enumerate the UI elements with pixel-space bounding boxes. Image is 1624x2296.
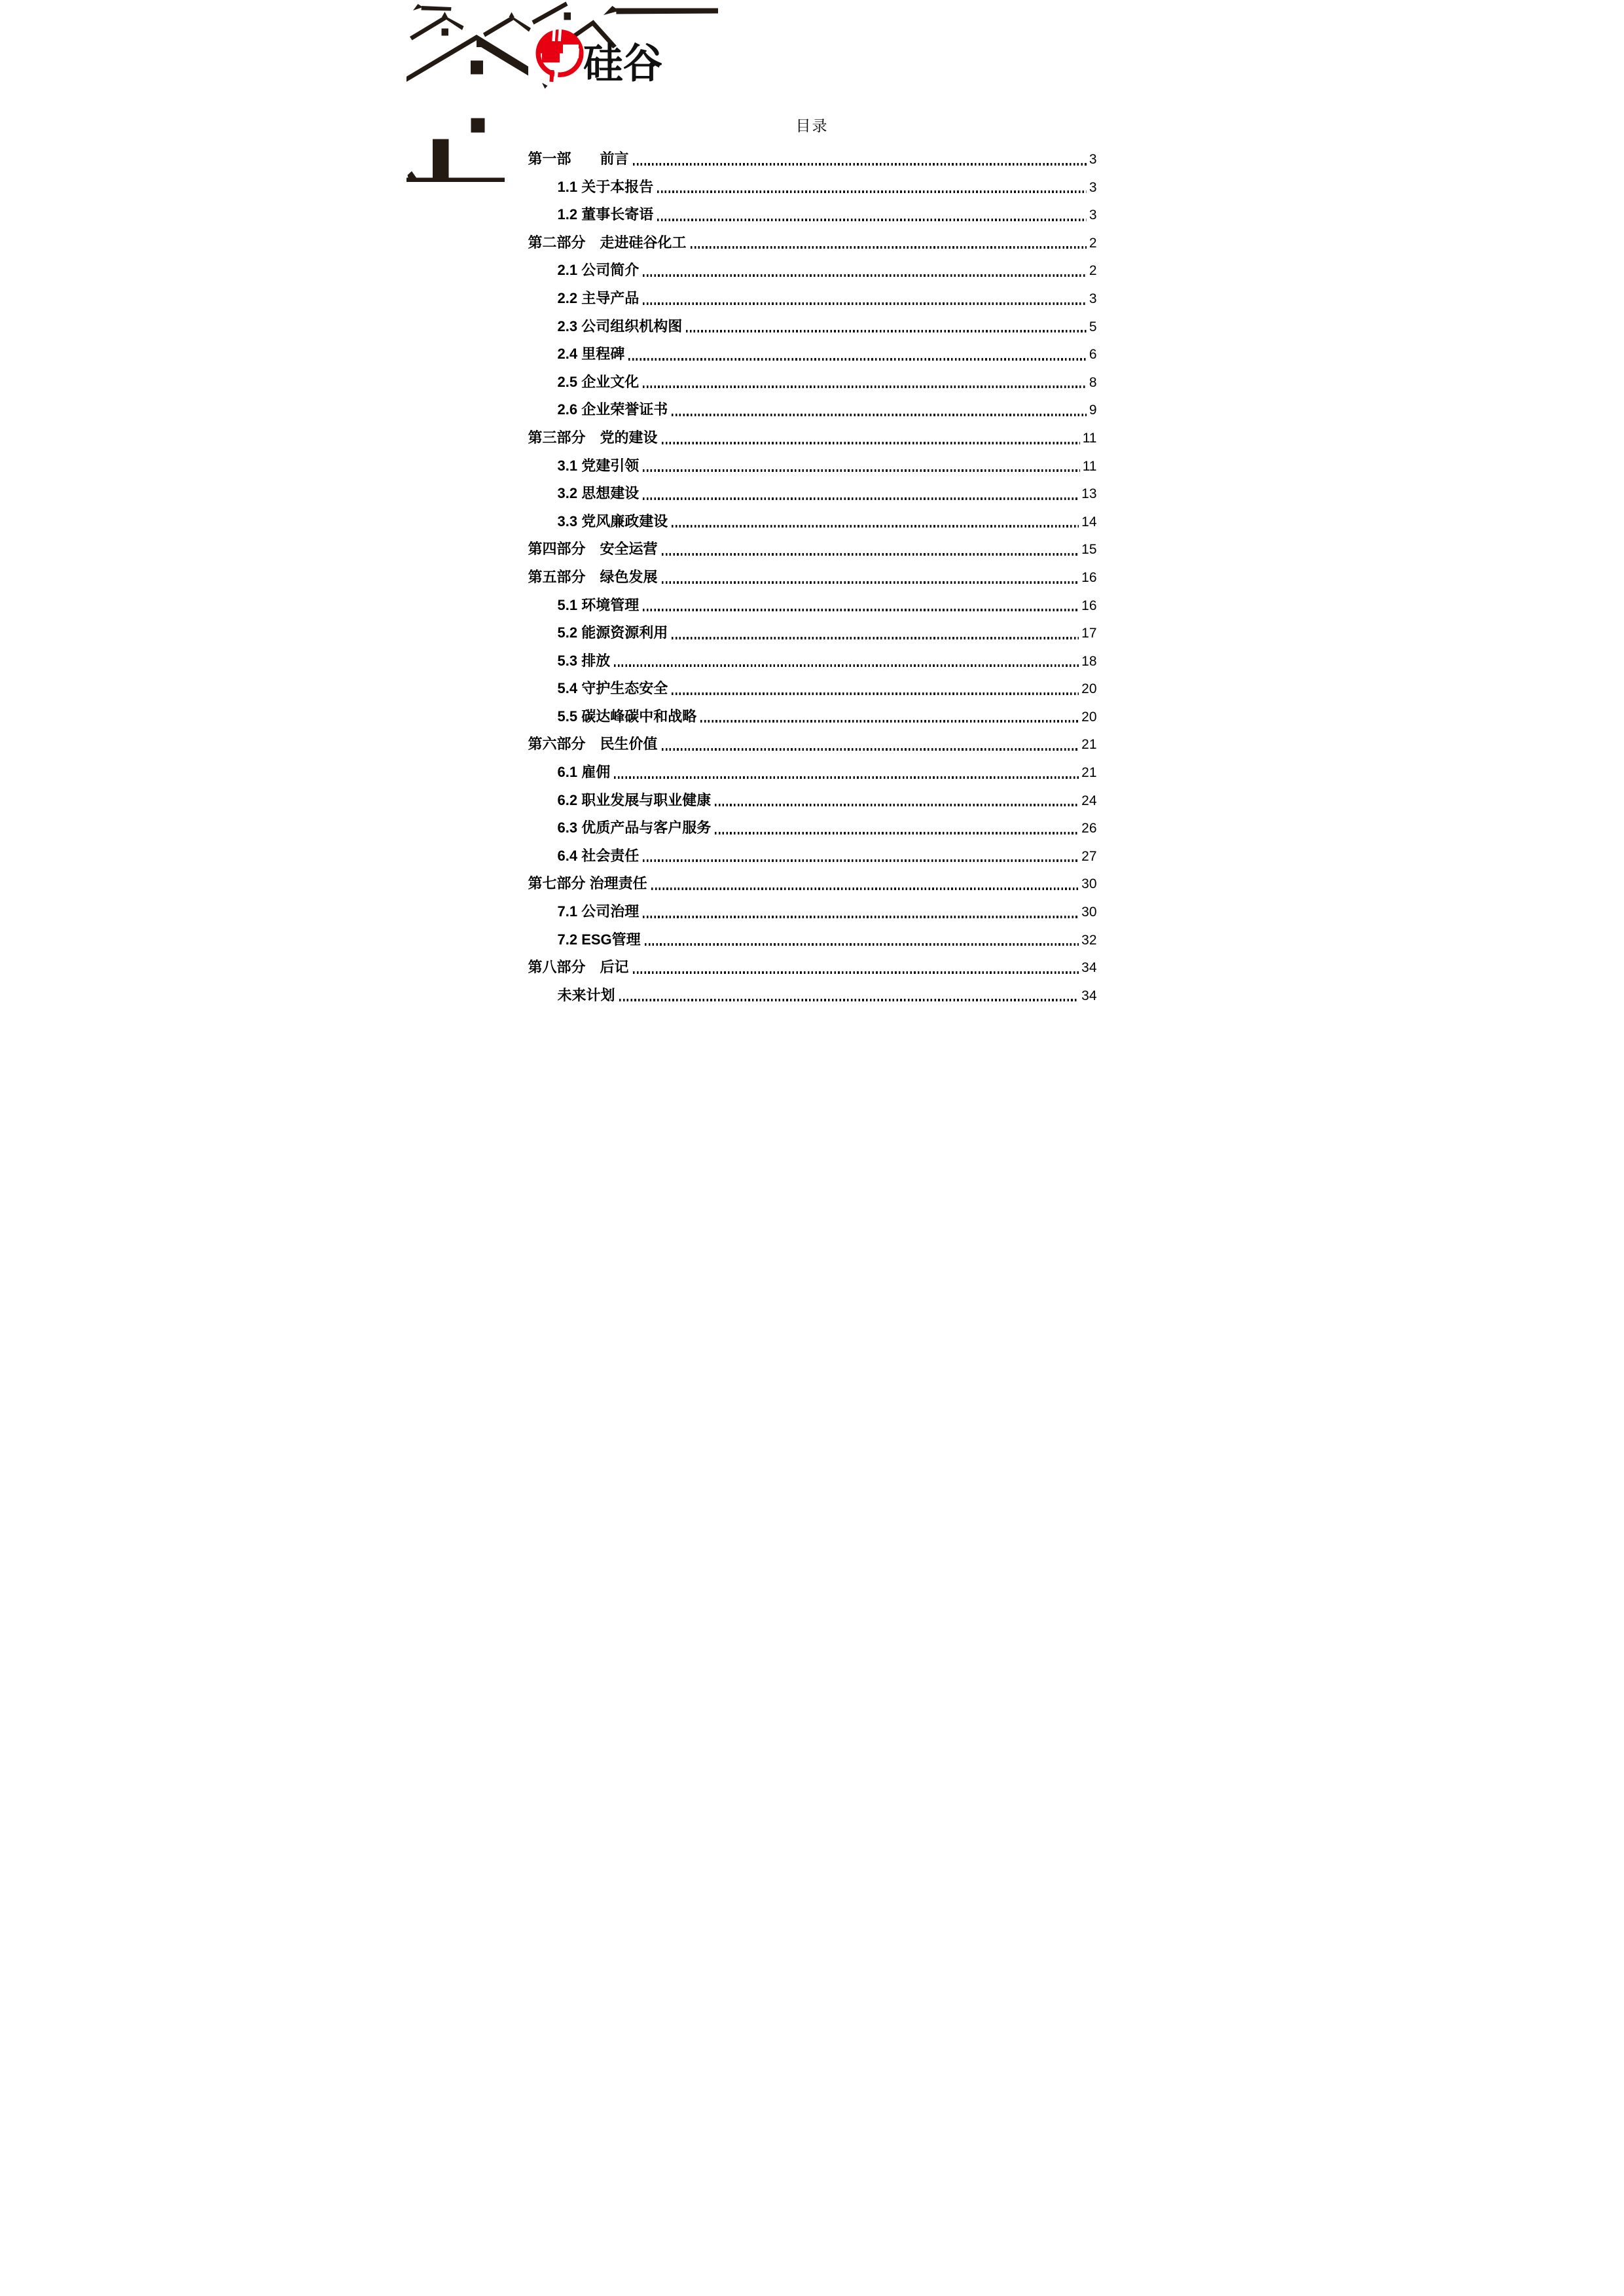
toc-entry-page: 15 — [1081, 542, 1097, 558]
toc-entry[interactable] — [528, 368, 1097, 397]
logo-brand-text: 硅谷 — [583, 41, 662, 87]
toc-entry[interactable] — [528, 703, 1097, 731]
dotted-leader — [672, 692, 1079, 695]
toc-entry-label: 3.1 党建引领 — [557, 457, 640, 474]
toc-entry[interactable] — [528, 814, 1097, 842]
toc-entry[interactable] — [528, 787, 1097, 815]
dotted-leader — [672, 414, 1087, 416]
toc-entry-page: 13 — [1081, 486, 1097, 502]
dotted-leader — [643, 609, 1079, 611]
toc-entry-page: 34 — [1081, 960, 1097, 976]
toc-entry[interactable] — [528, 396, 1097, 424]
toc-entry[interactable] — [528, 480, 1097, 508]
toc-entry-page: 20 — [1081, 709, 1097, 725]
toc-entry-page: 6 — [1089, 347, 1097, 363]
dotted-leader — [700, 720, 1079, 723]
dotted-leader — [643, 497, 1079, 500]
toc-entry[interactable] — [528, 675, 1097, 703]
toc-entry[interactable] — [528, 508, 1097, 536]
toc-entry-label: 5.4 守护生态安全 — [557, 680, 668, 697]
toc-entry-page: 24 — [1081, 793, 1097, 808]
toc-entry-label: 2.1 公司简介 — [557, 262, 640, 279]
toc-entry-page: 16 — [1081, 598, 1097, 613]
toc-entry[interactable] — [528, 592, 1097, 620]
toc-entry[interactable] — [528, 982, 1097, 1010]
dotted-leader — [672, 637, 1079, 639]
toc-entry-page: 18 — [1081, 653, 1097, 669]
toc-entry-page: 5 — [1089, 319, 1097, 334]
dotted-leader — [643, 916, 1079, 918]
toc-entry-page: 11 — [1082, 430, 1097, 446]
toc-entry[interactable] — [528, 201, 1097, 229]
toc-entry-label: 3.3 党风廉政建设 — [557, 512, 668, 529]
toc-entry[interactable] — [528, 452, 1097, 480]
toc-entry-page: 20 — [1081, 681, 1097, 697]
toc-entry-label: 5.2 能源资源利用 — [557, 624, 668, 641]
toc-entry[interactable] — [528, 954, 1097, 982]
dotted-leader — [715, 804, 1079, 806]
toc-entry[interactable] — [528, 145, 1097, 173]
toc-entry[interactable] — [528, 564, 1097, 592]
toc-entry-label: 第一部 前言 — [528, 151, 629, 167]
dotted-leader — [662, 553, 1079, 556]
toc-entry-page: 26 — [1081, 821, 1097, 836]
dotted-leader — [643, 302, 1087, 305]
dotted-leader — [643, 274, 1087, 277]
toc-entry-label: 第七部分 治理责任 — [528, 875, 647, 892]
toc-entry-label: 5.3 排放 — [557, 652, 611, 669]
toc-entry-page: 3 — [1089, 291, 1097, 306]
toc-entry-label: 1.1 关于本报告 — [557, 178, 654, 195]
dotted-leader — [657, 190, 1087, 193]
toc-entry-label: 第八部分 后记 — [528, 959, 629, 976]
dotted-leader — [662, 581, 1079, 584]
toc-entry-page: 3 — [1089, 152, 1097, 167]
toc-entry[interactable] — [528, 842, 1097, 870]
toc-entry-label: 6.1 雇佣 — [557, 764, 611, 781]
toc-entry[interactable] — [528, 229, 1097, 257]
toc-entry-page: 9 — [1089, 403, 1097, 418]
dotted-leader — [672, 525, 1079, 528]
toc-entry[interactable] — [528, 340, 1097, 368]
toc-entry-label: 7.1 公司治理 — [557, 903, 640, 920]
toc-entry[interactable] — [528, 647, 1097, 675]
toc-entry-page: 11 — [1082, 458, 1097, 474]
toc-entry-label: 第四部分 安全运营 — [528, 541, 658, 558]
dotted-leader — [643, 859, 1079, 862]
dotted-leader — [628, 358, 1087, 361]
toc-entry[interactable] — [528, 424, 1097, 452]
toc-entry-page: 17 — [1081, 626, 1097, 641]
table-of-contents — [528, 145, 1097, 1009]
toc-entry[interactable] — [528, 926, 1097, 954]
toc-entry-page: 8 — [1089, 374, 1097, 390]
dotted-leader — [619, 999, 1079, 1001]
toc-entry[interactable] — [528, 313, 1097, 341]
dotted-leader — [657, 219, 1087, 221]
dotted-leader — [645, 943, 1079, 946]
toc-entry[interactable] — [528, 870, 1097, 898]
toc-entry-page: 21 — [1081, 765, 1097, 781]
dotted-leader — [633, 163, 1087, 166]
dotted-leader — [662, 748, 1079, 751]
toc-entry[interactable] — [528, 285, 1097, 313]
dotted-leader — [633, 971, 1079, 974]
dotted-leader — [691, 246, 1087, 249]
toc-entry-label: 5.1 环境管理 — [557, 596, 640, 613]
toc-entry[interactable] — [528, 535, 1097, 564]
toc-entry-label: 2.3 公司组织机构图 — [557, 317, 683, 334]
dotted-leader — [614, 664, 1079, 667]
dotted-leader — [686, 330, 1087, 332]
toc-entry-page: 14 — [1081, 514, 1097, 529]
toc-entry[interactable] — [528, 730, 1097, 759]
toc-entry-label: 未来计划 — [557, 986, 615, 1003]
toc-entry-page: 3 — [1089, 179, 1097, 195]
toc-entry-label: 7.2 ESG管理 — [557, 931, 641, 948]
dotted-leader — [643, 469, 1079, 472]
toc-entry-label: 第三部分 党的建设 — [528, 429, 658, 446]
toc-entry-label: 第五部分 绿色发展 — [528, 568, 658, 585]
page-title: 目录 — [795, 118, 829, 134]
toc-entry[interactable] — [528, 257, 1097, 285]
toc-entry-label: 2.5 企业文化 — [557, 373, 640, 390]
toc-entry-label: 2.6 企业荣誉证书 — [557, 401, 668, 418]
dotted-leader — [643, 386, 1087, 388]
toc-entry-page: 34 — [1081, 988, 1097, 1003]
toc-entry-label: 1.2 董事长寄语 — [557, 206, 654, 223]
dotted-leader — [662, 442, 1080, 444]
toc-entry-page: 16 — [1081, 569, 1097, 585]
toc-entry-page: 3 — [1089, 207, 1097, 223]
dotted-leader — [715, 832, 1079, 834]
toc-entry-label: 5.5 碳达峰碳中和战略 — [557, 708, 697, 725]
toc-entry-label: 2.4 里程碑 — [557, 346, 625, 363]
toc-entry-label: 第六部分 民生价值 — [528, 736, 658, 753]
toc-entry[interactable] — [528, 759, 1097, 787]
toc-entry-label: 3.2 思想建设 — [557, 485, 640, 502]
toc-entry-page: 21 — [1081, 737, 1097, 753]
toc-entry[interactable] — [528, 619, 1097, 647]
toc-entry-label: 第二部分 走进硅谷化工 — [528, 234, 687, 251]
toc-entry-page: 27 — [1081, 848, 1097, 864]
toc-entry-label: 6.3 优质产品与客户服务 — [557, 819, 712, 836]
toc-entry-label: 6.2 职业发展与职业健康 — [557, 791, 712, 808]
toc-entry-page: 30 — [1081, 876, 1097, 892]
toc-entry[interactable] — [528, 898, 1097, 926]
toc-entry-page: 32 — [1081, 932, 1097, 948]
dotted-leader — [651, 888, 1079, 890]
toc-entry-page: 2 — [1089, 263, 1097, 279]
dotted-leader — [614, 776, 1079, 779]
document-page — [406, 0, 1218, 1148]
toc-entry-page: 2 — [1089, 235, 1097, 251]
toc-entry-label: 6.4 社会责任 — [557, 847, 640, 864]
toc-entry[interactable] — [528, 173, 1097, 202]
toc-entry-page: 30 — [1081, 905, 1097, 920]
toc-entry-label: 2.2 主导产品 — [557, 289, 640, 306]
